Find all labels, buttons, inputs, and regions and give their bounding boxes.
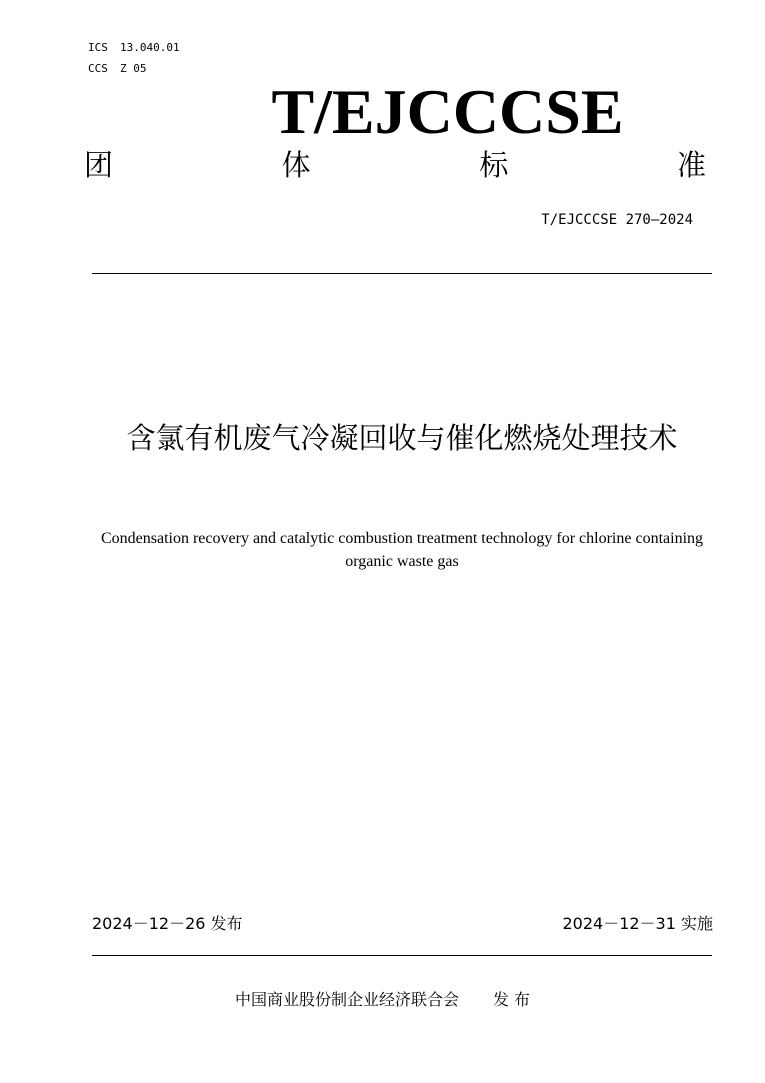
category-char: 团 — [84, 148, 114, 182]
category-char: 准 — [676, 148, 706, 182]
publisher-org: 中国商业股份制企业经济联合会 — [234, 990, 459, 1009]
top-divider — [92, 273, 712, 274]
ccs-code: Z 05 — [120, 62, 147, 75]
ics-code: 13.040.01 — [120, 41, 180, 54]
standard-category — [84, 145, 706, 185]
publisher-action: 发 布 — [492, 990, 531, 1009]
document-title-english: Condensation recovery and catalytic combustion treatment technology for chlorine containing organic waste gas — [100, 530, 704, 570]
ics-label: ICS — [88, 41, 108, 54]
ccs-label: CCS — [88, 62, 108, 75]
category-char: 标 — [479, 148, 509, 182]
standard-code-logo: T/EJCCCSE — [271, 76, 624, 147]
implementation-date: 2024－12－31 实施 — [562, 914, 713, 933]
standard-number: T/EJCCCSE 270—2024 — [541, 212, 693, 228]
document-title-chinese: 含氯有机废气冷凝回收与催化燃烧处理技术 — [126, 421, 678, 455]
publisher — [0, 989, 765, 1011]
category-char: 体 — [281, 148, 311, 182]
issue-date: 2024－12－26 发布 — [92, 914, 243, 933]
bottom-divider — [92, 955, 712, 956]
ics-line — [88, 37, 180, 58]
